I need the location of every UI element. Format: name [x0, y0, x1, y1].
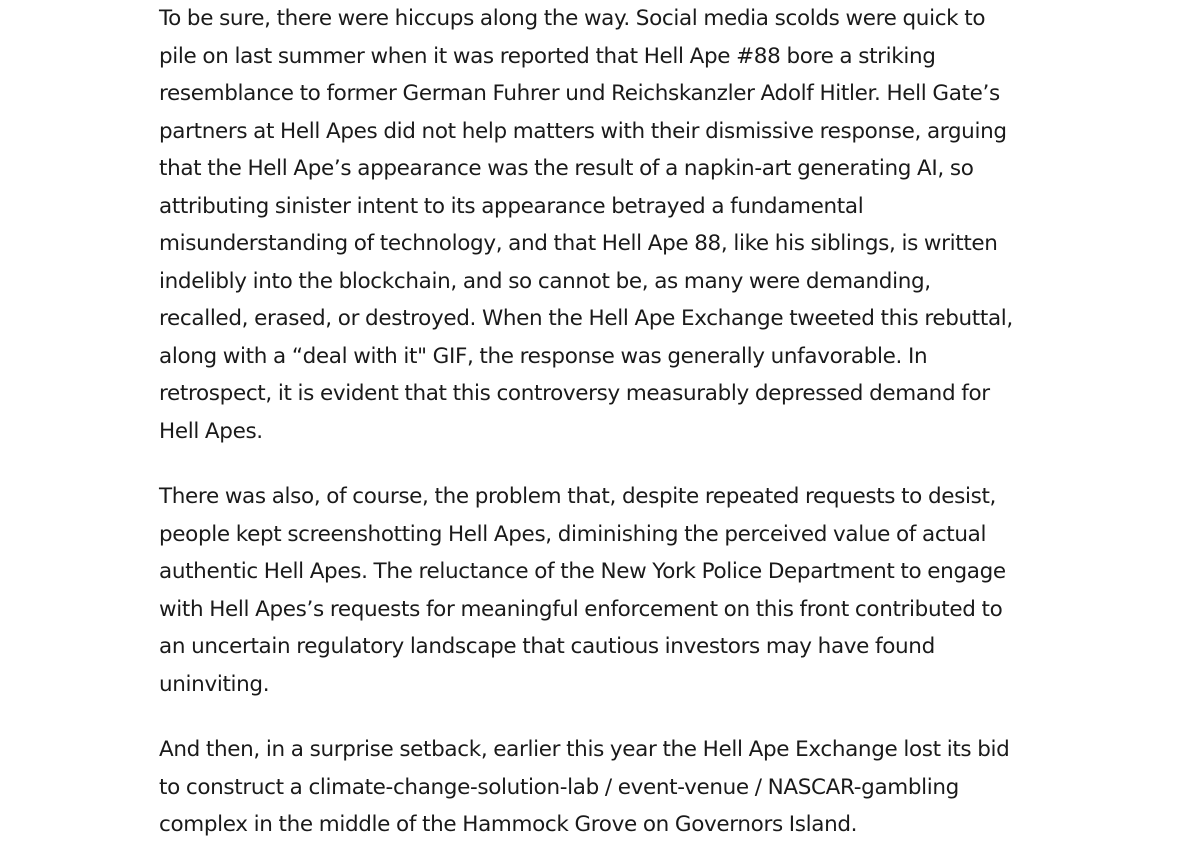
text-line: retrospect, it is evident that this controversy measurably depressed demand for [159, 381, 990, 406]
text-line: To be sure, there were hiccups along the way. Social media scolds were quick to [159, 6, 986, 31]
article-body [159, 0, 1039, 844]
text-line: partners at Hell Apes did not help matters with their dismissive response, arguing [159, 118, 1007, 144]
paragraph-hiccups [159, 0, 1039, 450]
text-line: an uncertain regulatory landscape that cautious investors may have found [159, 634, 935, 659]
text-line: recalled, erased, or destroyed. When the Hell Ape Exchange tweeted this rebuttal, [159, 306, 1013, 331]
text-line: complex in the middle of the Hammock Grove on Governors Island. [159, 812, 858, 837]
paragraph-setback [159, 731, 1039, 844]
text-line: indelibly into the blockchain, and so cannot be, as many were demanding, [159, 268, 931, 294]
text-line: along with a “deal with it" GIF, the response was generally unfavorable. In [159, 343, 928, 369]
text-line: resemblance to former German Fuhrer und Reichskanzler Adolf Hitler. Hell Gate’s [159, 81, 1000, 106]
text-line: authentic Hell Apes. The reluctance of the New York Police Department to engage [159, 559, 1006, 584]
text-line: that the Hell Ape’s appearance was the result of a napkin-art generating AI, so [159, 156, 974, 181]
text-line: Hell Apes. [159, 418, 263, 444]
text-line: There was also, of course, the problem that, despite repeated requests to desist, [159, 484, 997, 509]
text-line: to construct a climate-change-solution-lab / event-venue / NASCAR-gambling [159, 774, 959, 800]
text-line: And then, in a surprise setback, earlier this year the Hell Ape Exchange lost its bid [159, 737, 1010, 762]
text-line: attributing sinister intent to its appearance betrayed a fundamental [159, 193, 864, 219]
text-line: misunderstanding of technology, and that Hell Ape 88, like his siblings, is written [159, 231, 998, 256]
text-line: with Hell Apes’s requests for meaningful enforcement on this front contributed to [159, 596, 1003, 622]
text-line: people kept screenshotting Hell Apes, diminishing the perceived value of actual [159, 521, 987, 547]
paragraph-screenshotting [159, 478, 1039, 703]
text-line: pile on last summer when it was reported that Hell Ape #88 bore a striking [159, 43, 936, 69]
text-line: uninviting. [159, 671, 270, 697]
